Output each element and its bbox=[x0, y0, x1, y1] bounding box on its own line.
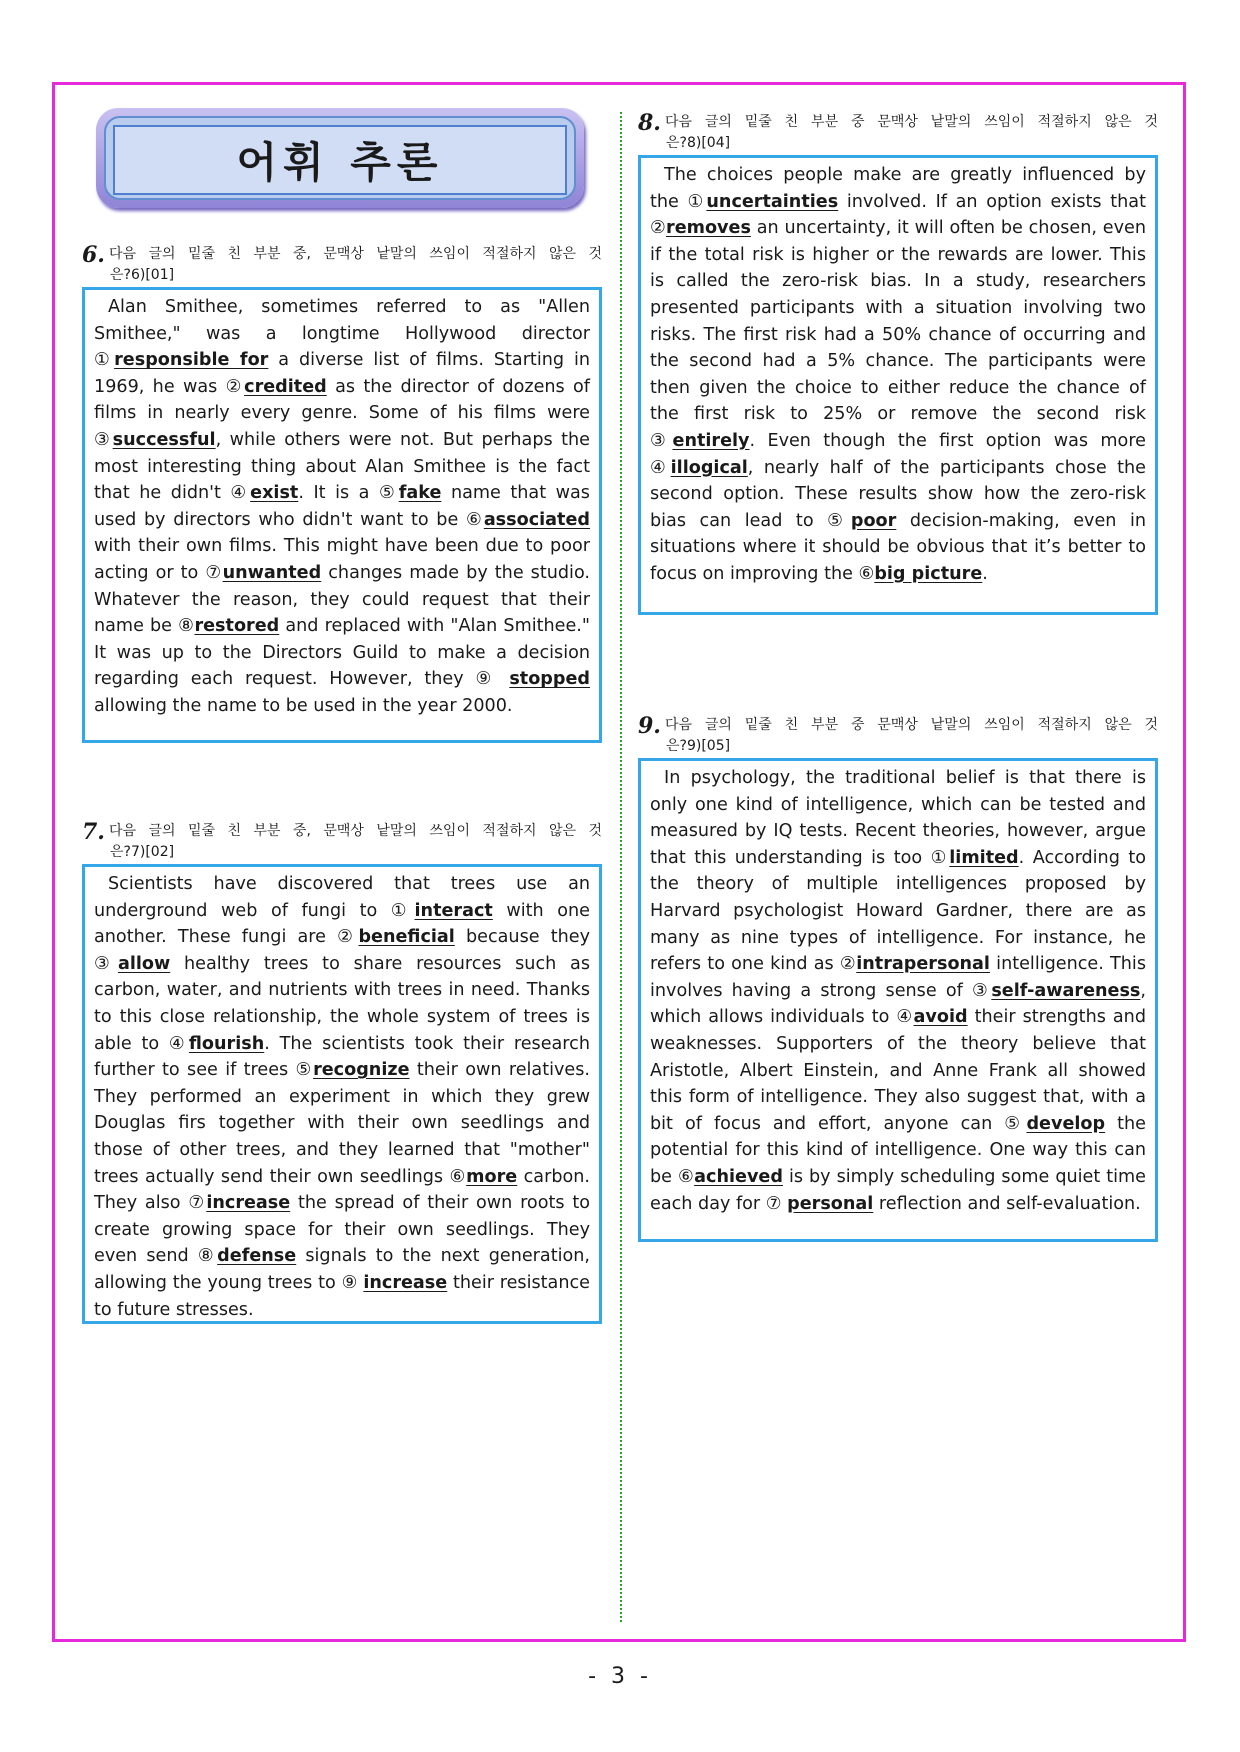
question-6 bbox=[82, 244, 602, 743]
question-number: 8. bbox=[638, 110, 661, 136]
question-instruction: 다음 글의 밑줄 친 부분 중 문맥상 낱말의 쓰임이 적절하지 않은 것 bbox=[664, 717, 1158, 733]
underlined-word: illogical bbox=[670, 457, 748, 478]
column-divider bbox=[620, 112, 622, 1622]
underlined-word: uncertainties bbox=[706, 191, 839, 212]
underlined-word: develop bbox=[1026, 1113, 1106, 1134]
underlined-word: allow bbox=[117, 953, 171, 974]
right-column bbox=[638, 112, 1158, 1242]
question-code: 은?8)[04] bbox=[666, 135, 731, 151]
underlined-word: exist bbox=[250, 483, 299, 504]
passage-text: as the director of dozens of films in nearly every genre. Some of his films were ③ bbox=[94, 376, 590, 450]
passage-text: reflection and self-evaluation. bbox=[873, 1193, 1141, 1214]
underlined-word: stopped bbox=[509, 669, 590, 690]
passage-text: an uncertainty, it will often be chosen, even if the total risk is higher or the rewards are lower. This is called the zero-risk bias. In a study, researchers presented participants with a situation involving two risks. The first risk had a 50% chance of occurring and the second had a 5% chance. The participants were then given the choice to either reduce the chance of the first risk to 25% or remove the second risk ③ bbox=[650, 218, 1146, 451]
passage-text: involved. If an option exists that ② bbox=[650, 191, 1146, 239]
passage-text: signals to the next generation, allowing the young trees to ⑨ bbox=[94, 1246, 590, 1293]
underlined-word: restored bbox=[194, 616, 280, 637]
question-9 bbox=[638, 715, 1158, 1242]
underlined-word: interact bbox=[414, 900, 493, 921]
passage-text: Scientists have discovered that trees use an underground web of fungi to ① bbox=[94, 874, 590, 921]
passage-text: . It is a ⑤ bbox=[298, 483, 399, 504]
underlined-word: beneficial bbox=[358, 927, 455, 948]
question-code: 은?9)[05] bbox=[666, 738, 731, 754]
underlined-word: defense bbox=[217, 1246, 297, 1267]
question-instruction: 다음 글의 밑줄 친 부분 중, 문맥상 낱말의 쓰임이 적절하지 않은 것 bbox=[108, 246, 602, 262]
underlined-word: recognize bbox=[313, 1060, 410, 1081]
question-number: 7. bbox=[82, 819, 105, 845]
passage-text: . The scientists took their research further to see if trees ⑤ bbox=[94, 1033, 590, 1081]
underlined-word: credited bbox=[244, 376, 327, 397]
question-code: 은?6)[01] bbox=[110, 267, 175, 283]
passage-text: a diverse list of films. Starting in 1969, he was ② bbox=[94, 350, 591, 397]
passage-text: carbon. They also ⑦ bbox=[94, 1166, 590, 1214]
underlined-word: increase bbox=[206, 1193, 291, 1214]
underlined-word: limited bbox=[949, 847, 1019, 868]
passage-text: changes made by the studio. Whatever the reason, they could request that their name be ⑧ bbox=[94, 562, 590, 637]
underlined-word: intrapersonal bbox=[856, 954, 990, 975]
passage-text: the potential for this kind of intelligence. One way this can be ⑥ bbox=[650, 1113, 1146, 1187]
underlined-word: achieved bbox=[694, 1166, 783, 1187]
question-8 bbox=[638, 112, 1158, 615]
passage-text: and replaced with "Alan Smithee." It was up to the Directors Guild to make a decision regarding each request. However, they ⑨ bbox=[94, 616, 590, 690]
passage-text: the spread of their own roots to create growing space for their own seedlings. They even send ⑧ bbox=[94, 1193, 590, 1267]
passage-text: is by simply scheduling some quiet time each day for ⑦ bbox=[650, 1166, 1146, 1214]
underlined-word: personal bbox=[787, 1193, 874, 1214]
underlined-word: removes bbox=[666, 218, 751, 239]
passage-text: The choices people make are greatly influenced by the ① bbox=[650, 165, 1146, 212]
underlined-word: entirely bbox=[672, 430, 750, 451]
passage-text: . According to the theory of multiple intelligences proposed by Harvard psychologist Howard Gardner, there are as many as nine types of intelligence. For instance, he refers to one kind as ② bbox=[650, 847, 1147, 975]
underlined-word: self-awareness bbox=[991, 980, 1141, 1001]
question-7 bbox=[82, 821, 602, 1324]
passage-text: decision-making, even in situations where it should be obvious that it’s better to focus on improving the ⑥ bbox=[650, 510, 1147, 584]
passage-text: with one another. These fungi are ② bbox=[94, 900, 590, 948]
passage-text: In psychology, the traditional belief is that there is only one kind of intelligence, which can be tested and measured by IQ tests. Recent theories, however, argue that this understanding is too ① bbox=[650, 768, 1146, 868]
passage-box bbox=[82, 287, 602, 743]
passage-text: intelligence. This involves having a strong sense of ③ bbox=[650, 954, 1146, 1001]
page-number: - 3 - bbox=[588, 1664, 652, 1689]
passage-text: , while others were not. But perhaps the most interesting thing about Alan Smithee is the fact that he didn't ④ bbox=[94, 429, 590, 504]
passage-text: name that was used by directors who didn't want to be ⑥ bbox=[94, 483, 590, 530]
question-instruction: 다음 글의 밑줄 친 부분 중 문맥상 낱말의 쓰임이 적절하지 않은 것 bbox=[664, 114, 1158, 130]
question-number: 9. bbox=[638, 713, 661, 739]
underlined-word: unwanted bbox=[222, 562, 322, 583]
passage-box bbox=[638, 758, 1158, 1242]
passage-text: . Even though the first option was more ④ bbox=[650, 430, 1146, 478]
left-column bbox=[82, 108, 602, 1324]
underlined-word: big picture bbox=[874, 563, 983, 584]
passage-text: with their own films. This might have been due to poor acting or to ⑦ bbox=[94, 536, 590, 583]
question-number: 6. bbox=[82, 242, 105, 268]
passage-text: healthy trees to share resources such as carbon, water, and nutrients with trees in need. Thanks to this close relationship, the whole system of trees is able to ④ bbox=[94, 953, 590, 1054]
passage-text: because they ③ bbox=[94, 927, 591, 974]
passage-text: their resistance to future stresses. bbox=[94, 1272, 590, 1320]
underlined-word: increase bbox=[363, 1272, 448, 1293]
question-instruction: 다음 글의 밑줄 친 부분 중, 문맥상 낱말의 쓰임이 적절하지 않은 것 bbox=[108, 823, 602, 839]
underlined-word: successful bbox=[112, 429, 216, 450]
underlined-word: responsible for bbox=[114, 350, 269, 371]
passage-text: . bbox=[982, 563, 988, 584]
question-code: 은?7)[02] bbox=[110, 844, 175, 860]
passage-text: their own relatives. They performed an experiment in which they grew Douglas firs together with their own seedlings and those of other trees, and they learned that "mother" trees actually send their own seedlings ⑥ bbox=[94, 1060, 590, 1187]
underlined-word: fake bbox=[398, 483, 442, 504]
passage-text: , nearly half of the participants chose the second option. These results show how the zero-risk bias can lead to ⑤ bbox=[650, 457, 1146, 531]
passage-text: , which allows individuals to ④ bbox=[650, 980, 1146, 1028]
passage-text: Alan Smithee, sometimes referred to as "Allen Smithee," was a longtime Hollywood director ① bbox=[94, 297, 590, 371]
passage-text: allowing the name to be used in the year 2000. bbox=[94, 695, 513, 716]
passage-box bbox=[82, 864, 602, 1324]
underlined-word: flourish bbox=[188, 1033, 265, 1054]
section-title-banner bbox=[96, 108, 584, 208]
passage-box bbox=[638, 155, 1158, 615]
underlined-word: poor bbox=[850, 510, 897, 531]
underlined-word: associated bbox=[483, 509, 590, 530]
underlined-word: more bbox=[466, 1166, 518, 1187]
underlined-word: avoid bbox=[913, 1007, 968, 1028]
section-title: 어휘 추론 bbox=[236, 138, 444, 187]
passage-text: their strengths and weaknesses. Supporters of the theory believe that Aristotle, Albert Einstein, and Anne Frank all showed this form of intelligence. They also suggest that, with a bit of focus and effort, anyone can ⑤ bbox=[650, 1007, 1146, 1134]
